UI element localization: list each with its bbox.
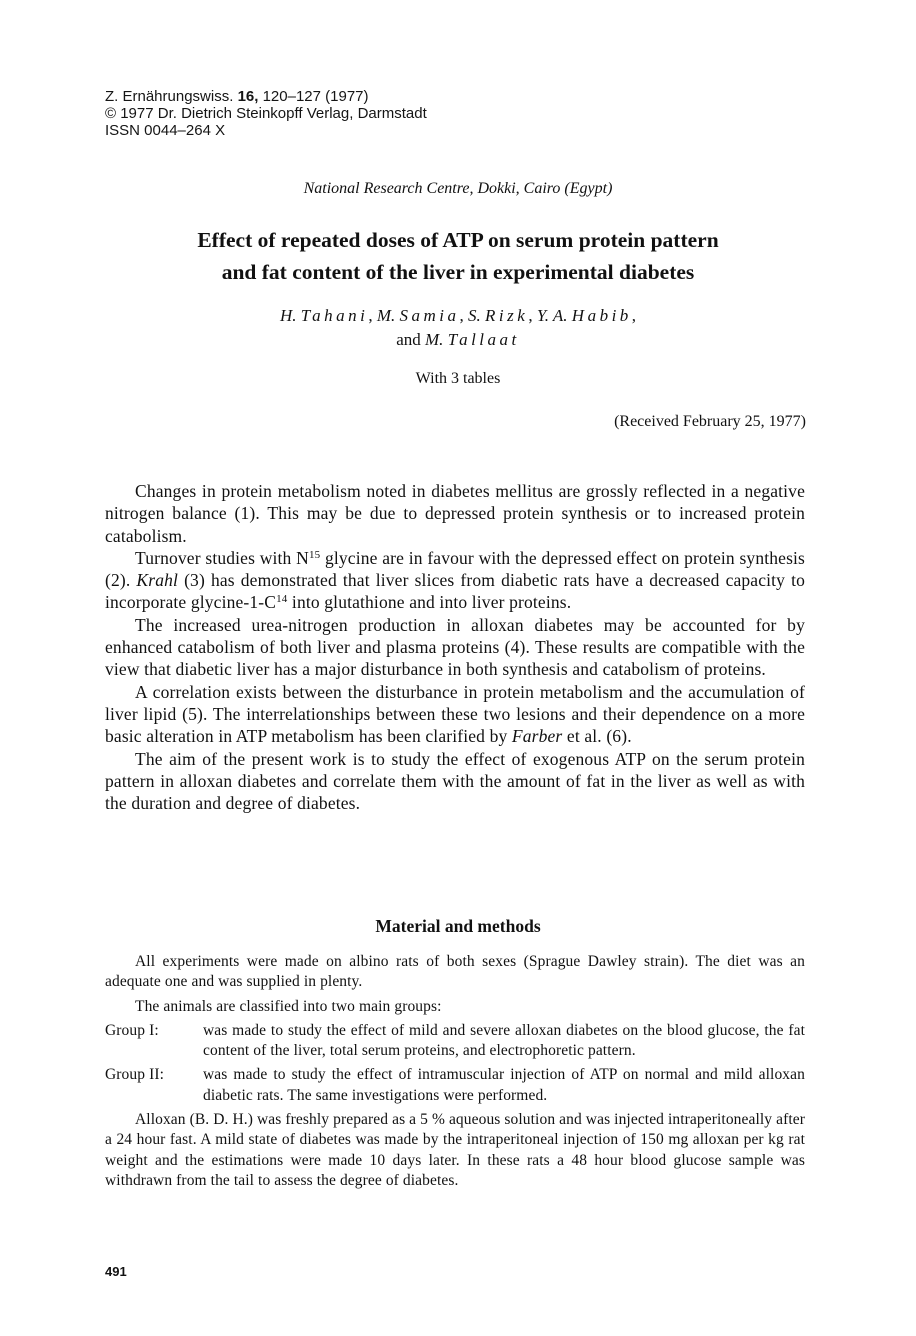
intro-paragraph-2 (105, 547, 805, 614)
authors-line-2 (0, 328, 916, 352)
author-name: Habib (571, 306, 632, 325)
introduction (105, 480, 805, 814)
title-line-2: and fat content of the liver in experimental diabetes (221, 260, 695, 284)
methods-paragraph-3: Alloxan (B. D. H.) was freshly prepared as a 5 % aqueous solution and was injected intraperitoneally after a 24 hour fast. A mild state of diabetes was made by the intraperitoneal injection of 150 mg alloxan per kg rat weight and the estimations were made 10 days later. In these rats a 48 hour blood glucose sample was withdrawn from the tail to assess the degree of diabetes. (105, 1111, 805, 1189)
affiliation: National Research Centre, Dokki, Cairo (Egypt) (303, 180, 613, 197)
title-line-1: Effect of repeated doses of ATP on serum protein pattern (197, 228, 719, 252)
author-initials: M. (425, 330, 444, 349)
issn-line: ISSN 0044–264 X (105, 122, 226, 139)
author-initials: H. (279, 306, 297, 325)
author-separator: , (631, 306, 637, 325)
journal-pages-year: 120–127 (1977) (262, 88, 369, 105)
journal-citation (105, 88, 427, 139)
methods-section (105, 952, 805, 1195)
group-item (105, 1021, 805, 1062)
group-label: Group II: (105, 1066, 165, 1084)
group-label: Group I: (105, 1021, 159, 1039)
intro-paragraph-5: The aim of the present work is to study the effect of exogenous ATP on the serum protein pattern in alloxan diabetes and correlate them with the amount of fat in the liver as well as with the duration and degree of diabetes. (105, 748, 805, 814)
author-initials: S. (468, 306, 481, 325)
isotope-superscript: 15 (308, 548, 321, 561)
author-name: Rizk (485, 306, 529, 325)
methods-paragraph-2: The animals are classified into two main groups: (135, 997, 442, 1015)
isotope-superscript: 14 (276, 593, 288, 606)
received-date: (Received February 25, 1977) (614, 413, 806, 430)
cited-author: Krahl (136, 570, 179, 591)
text-run: (3) has demonstrated that liver slices from diabetic rats have a decreased capacity to incorporate glycine-1-C (105, 570, 806, 613)
text-run: into glutathione and into liver proteins. (287, 592, 572, 613)
text-run: glycine are in favour with the depressed effect on protein synthesis (2). (105, 547, 805, 591)
author-name: Tallaat (447, 330, 520, 349)
journal-name: Z. Ernährungswiss. (105, 88, 234, 105)
author-separator: , (459, 306, 464, 325)
journal-line-1 (105, 88, 427, 105)
section-heading: Material and methods (375, 916, 541, 936)
author-separator: , (528, 306, 533, 325)
author-name: Samia (399, 306, 460, 325)
author-name: Tahani (300, 306, 369, 325)
intro-paragraph-3: The increased urea-nitrogen production in alloxan diabetes may be accounted for by enhanced catabolism of both liver and plasma proteins (4). These results are compatible with the view that diabetic liver has a major disturbance in both synthesis and catabolism of proteins. (105, 614, 805, 680)
group-item (105, 1065, 805, 1106)
group-description: was made to study the effect of mild and severe alloxan diabetes on the blood glucose, the fat content of the liver, total serum proteins, and electrophoretic pattern. (203, 1021, 805, 1060)
text-run: Turnover studies with N (135, 547, 309, 568)
intro-paragraph-1: Changes in protein metabolism noted in diabetes mellitus are grossly reflected in a negative nitrogen balance (1). This may be due to depressed protein synthesis or to increased protein catabolism. (105, 481, 805, 546)
tables-note: With 3 tables (415, 370, 501, 387)
intro-paragraph-4 (105, 681, 805, 748)
author-separator: , (368, 306, 373, 325)
copyright-line: © 1977 Dr. Dietrich Steinkopff Verlag, Darmstadt (105, 105, 427, 122)
author-conjunction: and (396, 330, 421, 349)
cited-author: Farber (511, 726, 563, 747)
text-run: et al. (6). (562, 726, 632, 747)
page-number: 491 (105, 1264, 127, 1279)
paper-title (0, 224, 916, 288)
authors-line-1 (0, 304, 916, 328)
author-initials: M. (376, 306, 396, 325)
methods-paragraph-1: All experiments were made on albino rats of both sexes (Sprague Dawley strain). The diet was an adequate one and was supplied in plenty. (105, 953, 805, 991)
text-run: A correlation exists between the disturbance in protein metabolism and the accumulation of liver lipid (5). The interrelationships between these two lesions and their dependence on a more basic alteration in ATP metabolism has been clarified by (105, 681, 805, 747)
author-list (0, 304, 916, 352)
journal-volume: 16, (237, 88, 259, 105)
author-initials: Y. A. (536, 306, 568, 325)
group-description: was made to study the effect of intramuscular injection of ATP on normal and mild alloxan diabetic rats. The same investigations were performed. (203, 1066, 805, 1104)
